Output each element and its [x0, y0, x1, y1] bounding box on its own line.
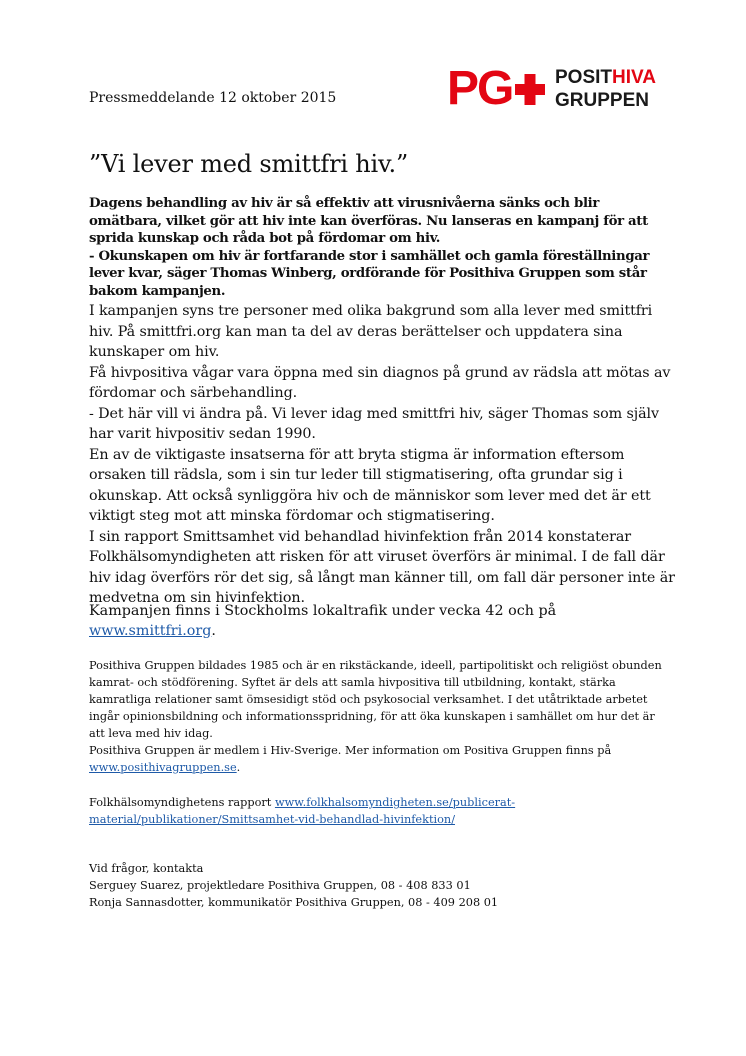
body-paragraph: En av de viktigaste insatserna för att bryta stigma är information eftersom orsaken till rädsla, som i sin tur leder till stigmatisering, ofta grundar sig i okunskap. Att också synliggöra hiv och de människor som lever med det är ett viktigt steg mot att minska fördomar och stigmatisering. — [89, 446, 651, 524]
logo-initials: PG — [447, 62, 513, 110]
body-paragraph: - Det här vill vi ändra på. Vi lever idag med smittfri hiv, säger Thomas som själv har varit hivpositiv sedan 1990. — [89, 405, 659, 442]
closing-period: . — [211, 623, 216, 639]
contact-person: Ronja Sannasdotter, kommunikatör Posithiva Gruppen, 08 - 409 208 01 — [89, 896, 499, 909]
press-release-date: Pressmeddelande 12 oktober 2015 — [89, 90, 337, 106]
about-paragraph: Posithiva Gruppen bildades 1985 och är en rikstäckande, ideell, partipolitiskt och religiöst obunden kamrat- och stödförening. Syftet är dels att samla hivpositiva till utbildning, kontakt, stärka kamratliga relationer samt ömsesidigt stöd och psykosocial verksamhet. I det utåtriktade arbetet ingår opinionsbildning och informationsspridning, för att öka kunskapen i samhället om hur det är att leva med hiv idag. — [89, 659, 662, 740]
logo-name-line2: GRUPPEN — [555, 90, 649, 110]
positiva-gruppen-logo — [447, 60, 687, 110]
posithivagruppen-link[interactable]: www.posithivagruppen.se — [89, 761, 237, 774]
contact-section — [89, 860, 669, 911]
member-info — [89, 742, 669, 776]
body-paragraph: I sin rapport Smittsamhet vid behandlad hivinfektion från 2014 konstaterar Folkhälsomyndigheten att risken för att viruset överförs är minimal. I de fall där hiv idag överförs rör det sig, så långt man känner till, om fall där personer inte är medvetna om sin hivinfektion. — [89, 528, 675, 606]
member-period: . — [236, 761, 241, 774]
report-link[interactable]: www.folkhalsomyndigheten.se/publicerat-material/publikationer/Smittsamhet-vid-behandlad-hivinfektion/ — [89, 796, 516, 826]
about-organization — [89, 657, 669, 776]
closing-text: Kampanjen finns i Stockholms lokaltrafik under vecka 42 och på — [89, 603, 557, 619]
logo-name-line1: POSITHIVA — [555, 67, 656, 88]
lead-paragraph: - Okunskapen om hiv är fortfarande stor i samhället och gamla föreställningar lever kvar, säger Thomas Winberg, ordförande för Posithiva Gruppen som står bakom kampanjen. — [89, 248, 650, 299]
member-text: Posithiva Gruppen är medlem i Hiv-Sverige. Mer information om Positiva Gruppen finns på — [89, 744, 612, 757]
lead-paragraph: Dagens behandling av hiv är så effektiv att virusnivåerna sänks och blir omätbara, vilket gör att hiv inte kan överföras. Nu lanseras en kampanj för att sprida kunskap och råda bot på fördomar om hiv. — [89, 196, 648, 246]
contact-person: Serguey Suarez, projektledare Posithiva Gruppen, 08 - 408 833 01 — [89, 879, 471, 892]
report-label: Folkhälsomyndighetens rapport — [89, 796, 275, 809]
logo-graphic — [447, 60, 687, 110]
body-paragraph: I kampanjen syns tre personer med olika bakgrund som alla lever med smittfri hiv. På smittfri.org kan man ta del av deras berättelser och uppdatera sina kunskaper om hiv. — [89, 303, 653, 360]
report-reference — [89, 794, 669, 828]
body-text — [89, 301, 679, 609]
page-title: ”Vi lever med smittfri hiv.” — [89, 150, 409, 178]
body-paragraph: Få hivpositiva vågar vara öppna med sin diagnos på grund av rädsla att mötas av fördomar och särbehandling. — [89, 364, 671, 401]
closing-line — [89, 601, 679, 641]
smittfri-link[interactable]: www.smittfri.org — [89, 623, 212, 639]
logo-plus-icon — [515, 74, 545, 105]
lead-paragraphs — [89, 195, 669, 300]
contact-heading: Vid frågor, kontakta — [89, 862, 204, 875]
